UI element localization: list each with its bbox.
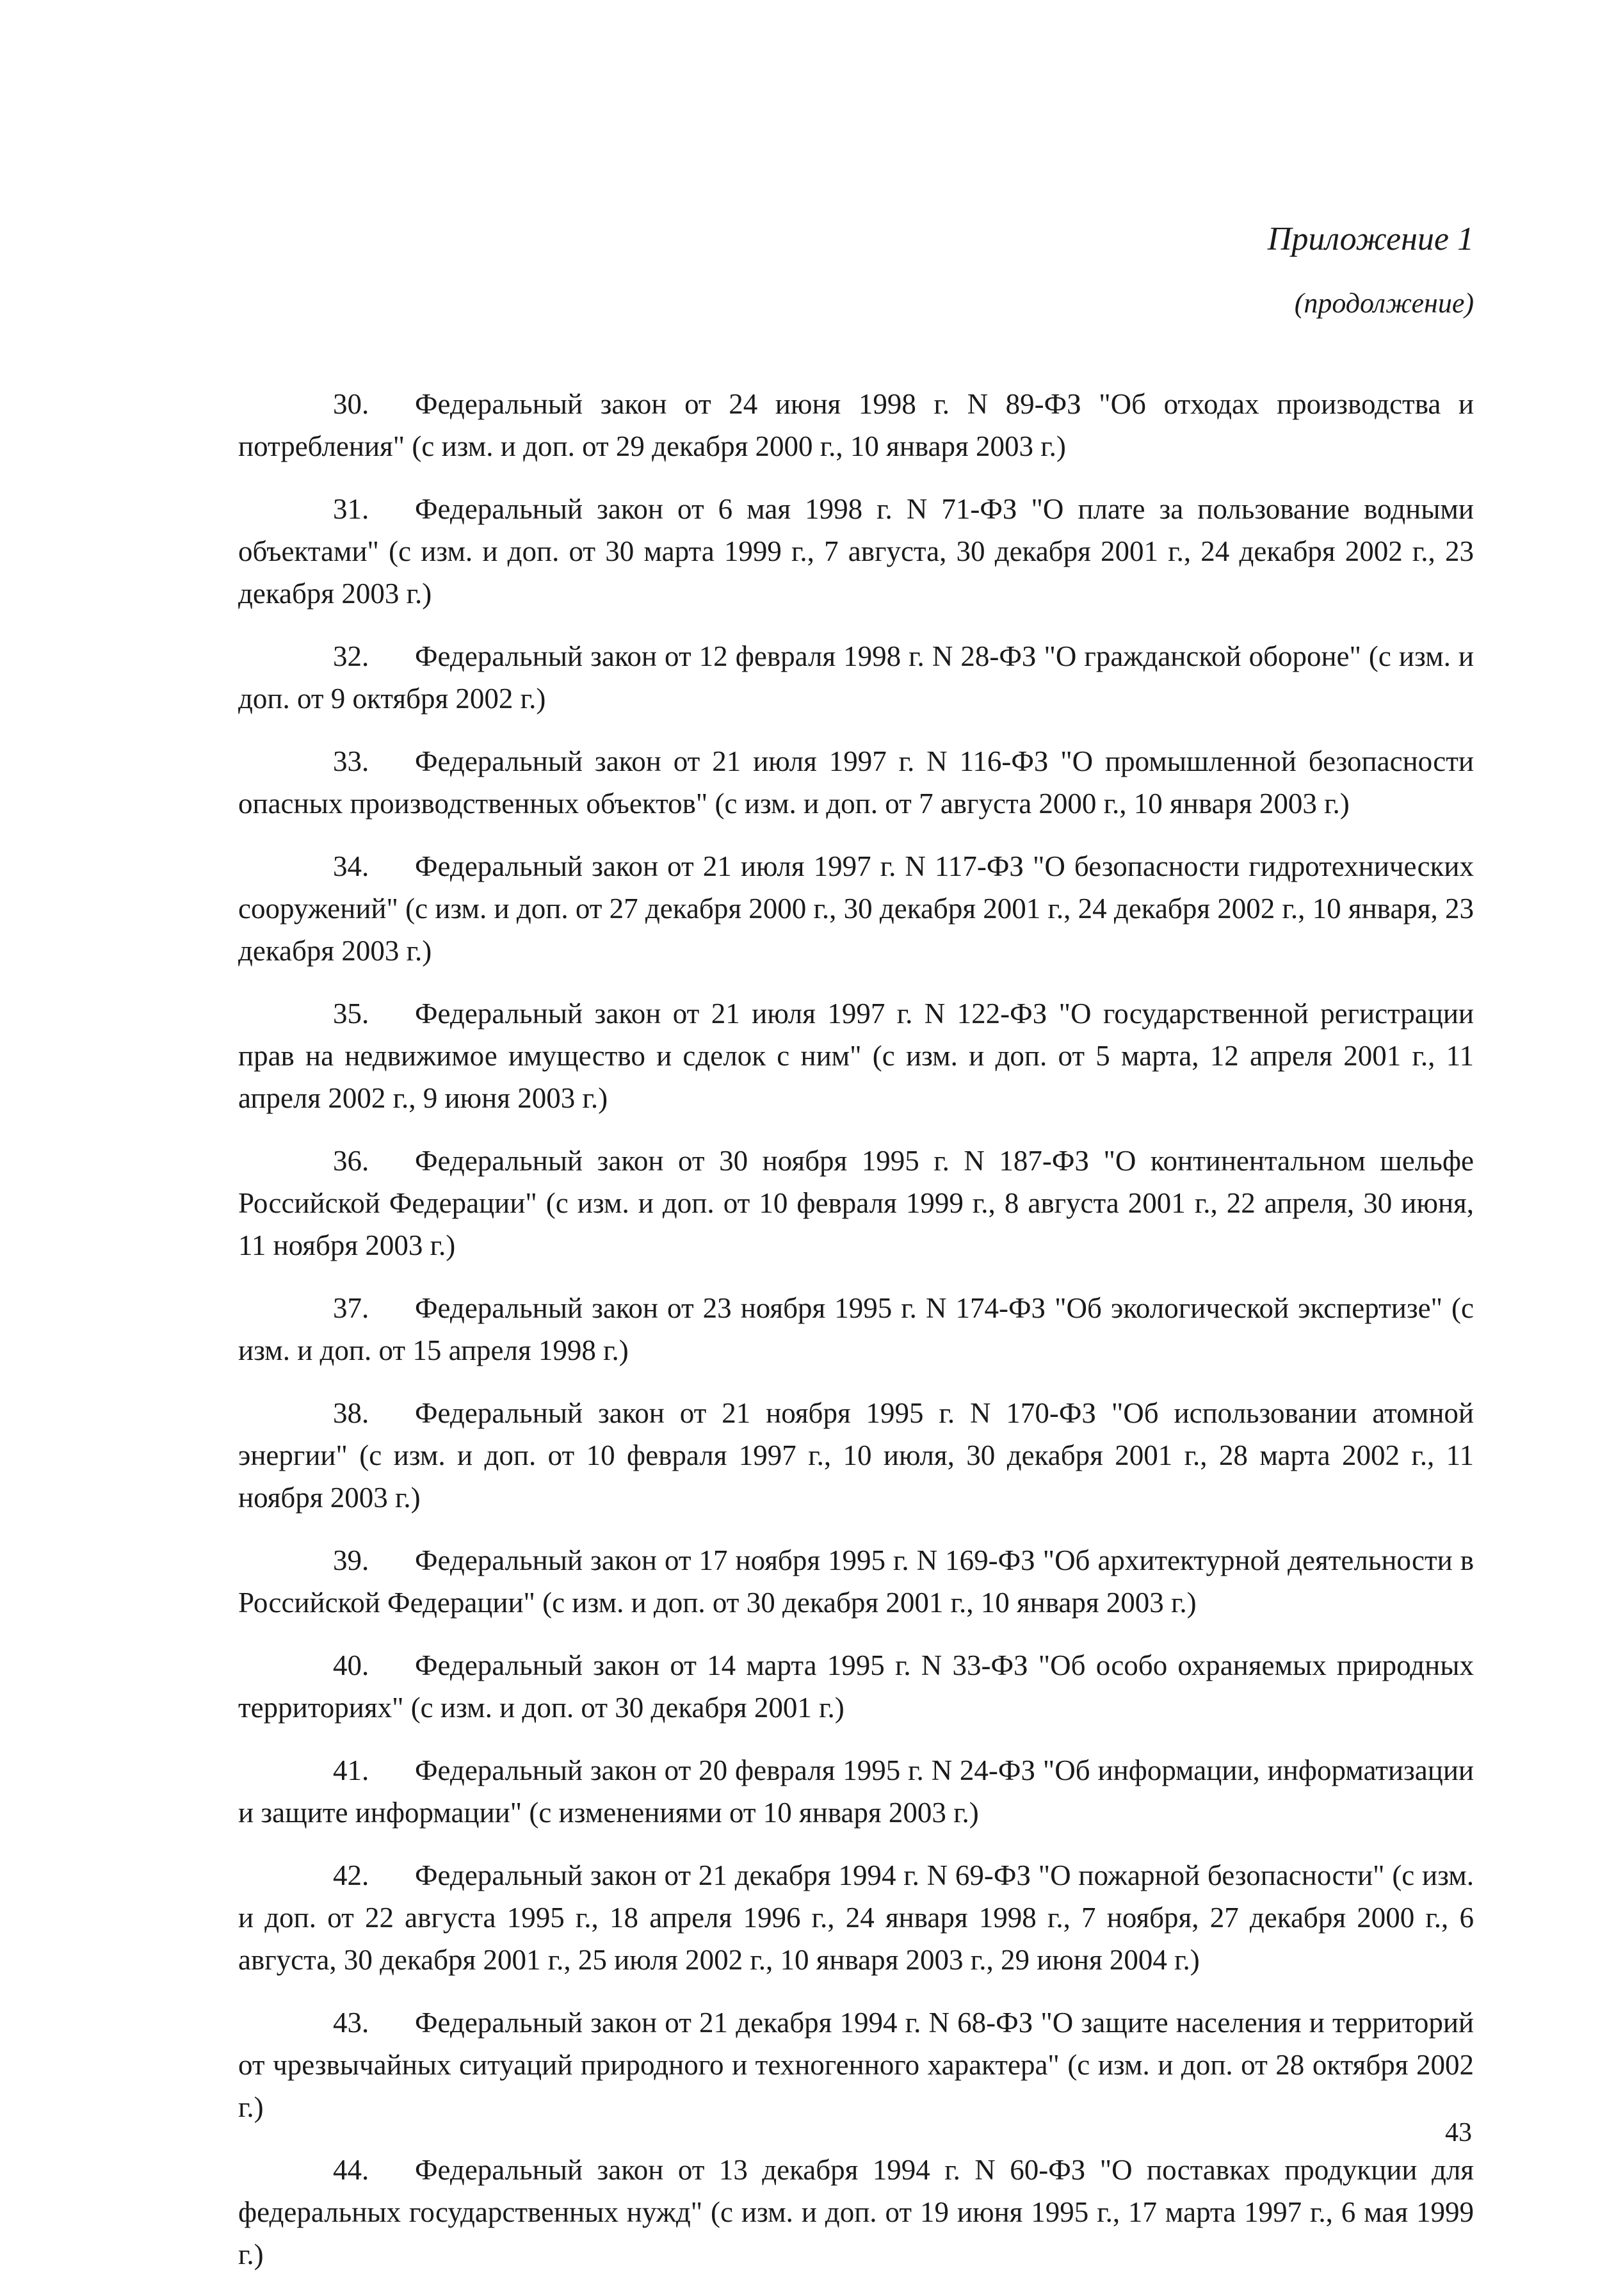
list-item	[238, 1644, 1474, 1729]
list-item-number: 36.	[333, 1145, 369, 1177]
list-item-text: Федеральный закон от 21 июля 1997 г. N 117-ФЗ "О безопасности гидротехнических сооружений" (с изм. и доп. от 27 декабря 2000 г., 30 декабря 2001 г., 24 декабря 2002 г., 10 января, 23 декабря 2003 г.)	[238, 850, 1475, 967]
list-item-number: 39.	[333, 1544, 369, 1576]
list-item-text: Федеральный закон от 21 июля 1997 г. N 116-ФЗ "О промышленной безопасности опасных производственных объектов" (с изм. и доп. от 7 августа 2000 г., 10 января 2003 г.)	[238, 745, 1474, 820]
list-item-number: 32.	[333, 640, 369, 672]
list-item	[238, 1539, 1474, 1624]
list-item-text: Федеральный закон от 21 ноября 1995 г. N 170-ФЗ "Об использовании атомной энергии" (с изм. и доп. от 10 февраля 1997 г., 10 июля, 30 декабря 2001 г., 28 марта 2002 г., 11 ноября 2003 г.)	[238, 1397, 1474, 1514]
list-item	[238, 1140, 1474, 1266]
list-item-number: 38.	[333, 1397, 369, 1429]
list-item-text: Федеральный закон от 14 марта 1995 г. N 33-ФЗ "Об особо охраняемых природных территориях" (с изм. и доп. от 30 декабря 2001 г.)	[238, 1649, 1474, 1724]
list-item-text: Федеральный закон от 30 ноября 1995 г. N 187-ФЗ "О континентальном шельфе Российской Федерации" (с изм. и доп. от 10 февраля 1999 г., 8 августа 2001 г., 22 апреля, 30 июня, 11 ноября 2003 г.)	[238, 1145, 1474, 1261]
list-item-number: 44.	[333, 2154, 369, 2186]
list-item-text: Федеральный закон от 24 июня 1998 г. N 89-ФЗ "Об отходах производства и потребления" (с изм. и доп. от 29 декабря 2000 г., 10 января 2003 г.)	[238, 388, 1474, 462]
list-item	[238, 1287, 1474, 1371]
list-item-text: Федеральный закон от 13 декабря 1994 г. N 60-ФЗ "О поставках продукции для федеральных государственных нужд" (с изм. и доп. от 19 июня 1995 г., 17 марта 1997 г., 6 мая 1999 г.)	[238, 2154, 1474, 2270]
list-item-text: Федеральный закон от 23 ноября 1995 г. N 174-ФЗ "Об экологической экспертизе" (с изм. и доп. от 15 апреля 1998 г.)	[238, 1292, 1474, 1366]
list-item	[238, 740, 1474, 825]
list-item	[238, 845, 1474, 972]
appendix-subtitle: (продолжение)	[1294, 287, 1474, 319]
list-item-number: 34.	[333, 850, 369, 882]
list-item	[238, 383, 1474, 467]
list-item	[238, 1392, 1474, 1519]
list-item	[238, 1854, 1474, 1981]
list-item-number: 30.	[333, 388, 369, 420]
list-item-text: Федеральный закон от 21 июля 1997 г. N 122-ФЗ "О государственной регистрации прав на недвижимое имущество и сделок с ним" (с изм. и доп. от 5 марта, 12 апреля 2001 г., 11 апреля 2002 г., 9 июня 2003 г.)	[238, 998, 1474, 1114]
list-item-text: Федеральный закон от 20 февраля 1995 г. N 24-ФЗ "Об информации, информатизации и защите информации" (с изменениями от 10 января 2003 г.)	[238, 1754, 1474, 1829]
list-item-number: 42.	[333, 1859, 369, 1891]
list-item-text: Федеральный закон от 6 мая 1998 г. N 71-ФЗ "О плате за пользование водными объектами" (с изм. и доп. от 30 марта 1999 г., 7 августа, 30 декабря 2001 г., 24 декабря 2002 г., 23 декабря 2003 г.)	[238, 493, 1474, 610]
list-item-text: Федеральный закон от 21 декабря 1994 г. N 68-ФЗ "О защите населения и территорий от чрезвычайных ситуаций природного и техногенного характера" (с изм. и доп. от 28 октября 2002 г.)	[238, 2007, 1474, 2123]
list-item-number: 31.	[333, 493, 369, 525]
list-item-number: 40.	[333, 1649, 369, 1681]
list-item-number: 41.	[333, 1754, 369, 1786]
list-item-number: 37.	[333, 1292, 369, 1324]
list-item-number: 35.	[333, 998, 369, 1030]
list-item	[238, 635, 1474, 720]
list-item-number: 33.	[333, 745, 369, 777]
list-item	[238, 488, 1474, 615]
list-item	[238, 992, 1474, 1119]
list-item-text: Федеральный закон от 12 февраля 1998 г. N 28-ФЗ "О гражданской обороне" (с изм. и доп. от 9 октября 2002 г.)	[238, 640, 1474, 715]
list-item-number: 43.	[333, 2007, 369, 2039]
list-item-text: Федеральный закон от 21 декабря 1994 г. N 69-ФЗ "О пожарной безопасности" (с изм. и доп. от 22 августа 1995 г., 18 апреля 1996 г., 24 января 1998 г., 7 ноября, 27 декабря 2000 г., 6 августа, 30 декабря 2001 г., 25 июля 2002 г., 10 января 2003 г., 29 июня 2004 г.)	[238, 1859, 1474, 1976]
list-item	[238, 2001, 1474, 2128]
list-item	[238, 1749, 1474, 1834]
list-item	[238, 2149, 1474, 2276]
page-number: 43	[1445, 2118, 1472, 2147]
appendix-title: Приложение 1	[1267, 221, 1474, 257]
law-list	[238, 383, 1474, 2296]
list-item-text: Федеральный закон от 17 ноября 1995 г. N 169-ФЗ "Об архитектурной деятельности в Российской Федерации" (с изм. и доп. от 30 декабря 2001 г., 10 января 2003 г.)	[238, 1544, 1474, 1619]
